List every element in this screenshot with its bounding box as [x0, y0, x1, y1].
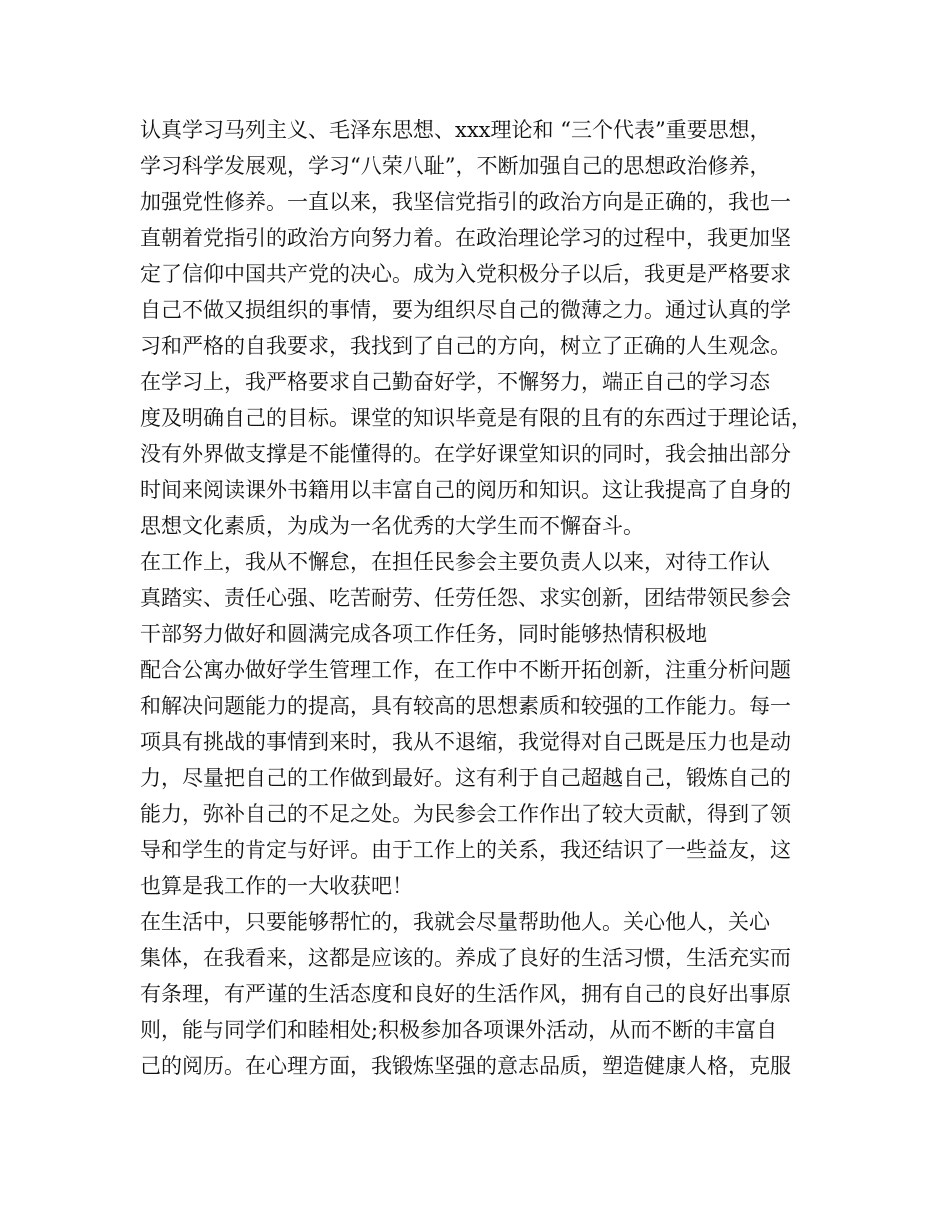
text-line: 没有外界做支撑是不能懂得的。在学好课堂知识的同时，我会抽出部分	[140, 442, 791, 466]
text-line: 自己不做又损组织的事情，要为组织尽自己的微薄之力。通过认真的学	[140, 298, 791, 322]
text-line: 干部努力做好和圆满完成各项工作任务，同时能够热情积极地	[140, 622, 707, 646]
text-line: 则，能与同学们和睦相处;积极参加各项课外活动，从而不断的丰富自	[140, 1018, 778, 1042]
text-line: 配合公寓办做好学生管理工作，在工作中不断开拓创新，注重分析问题	[140, 658, 791, 682]
text-line: 项具有挑战的事情到来时，我从不退缩，我觉得对自己既是压力也是动	[140, 730, 791, 754]
text-line: 学习科学发展观，学习“八荣八耻”，不断加强自己的思想政治修养，	[140, 154, 771, 178]
text-line: 在工作上，我从不懈怠，在担任民参会主要负责人以来，对待工作认	[140, 550, 770, 574]
text-line: 力，尽量把自己的工作做到最好。这有利于自己超越自己，锻炼自己的	[140, 766, 791, 790]
text-line: 时间来阅读课外书籍用以丰富自己的阅历和知识。这让我提高了自身的	[140, 478, 791, 502]
document-body	[140, 112, 840, 1084]
text-line: 和解决问题能力的提高，具有较高的思想素质和较强的工作能力。每一	[140, 694, 791, 718]
text-line: 认真学习马列主义、毛泽东思想、xxx理论和 “三个代表”重要思想，	[140, 118, 771, 142]
text-line: 有条理，有严谨的生活态度和良好的生活作风，拥有自己的良好出事原	[140, 982, 791, 1006]
text-line: 定了信仰中国共产党的决心。成为入党积极分子以后，我更是严格要求	[140, 262, 791, 286]
text-line: 加强党性修养。一直以来，我坚信党指引的政治方向是正确的，我也一	[140, 190, 791, 214]
text-line: 集体，在我看来，这都是应该的。养成了良好的生活习惯，生活充实而	[140, 946, 791, 970]
text-line: 也算是我工作的一大收获吧！	[140, 874, 413, 898]
text-line: 真踏实、责任心强、吃苦耐劳、任劳任怨、求实创新，团结带领民参会	[140, 586, 791, 610]
text-line: 度及明确自己的目标。课堂的知识毕竟是有限的且有的东西过于理论话，	[140, 406, 812, 430]
text-line: 直朝着党指引的政治方向努力着。在政治理论学习的过程中，我更加坚	[140, 226, 791, 250]
text-line: 己的阅历。在心理方面，我锻炼坚强的意志品质，塑造健康人格，克服	[140, 1054, 791, 1078]
text-line: 思想文化素质，为成为一名优秀的大学生而不懈奋斗。	[140, 514, 644, 538]
text-line: 在生活中，只要能够帮忙的，我就会尽量帮助他人。关心他人，关心	[140, 910, 770, 934]
text-line: 能力，弥补自己的不足之处。为民参会工作作出了较大贡献，得到了领	[140, 802, 791, 826]
text-line: 在学习上，我严格要求自己勤奋好学，不懈努力，端正自己的学习态	[140, 370, 770, 394]
text-line: 习和严格的自我要求，我找到了自己的方向，树立了正确的人生观念。	[140, 334, 791, 358]
text-line: 导和学生的肯定与好评。由于工作上的关系，我还结识了一些益友，这	[140, 838, 791, 862]
